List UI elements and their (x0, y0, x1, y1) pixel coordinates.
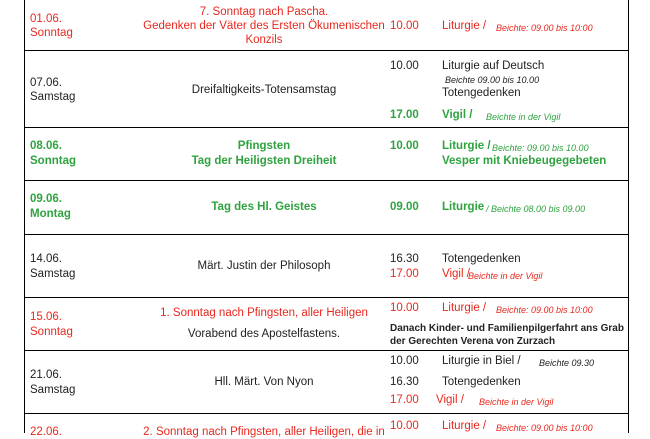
service-name: Totengedenken (442, 376, 521, 388)
row-date: 14.06. (30, 253, 62, 265)
row-date: 01.06. (30, 13, 62, 25)
row-date: 15.06. (30, 311, 62, 323)
row-title: 7. Sonntag nach Pascha. (199, 6, 329, 18)
service-name: Totengedenken (442, 253, 521, 265)
row-title: Pfingsten (237, 140, 291, 152)
service-name: Liturgie / (442, 140, 491, 152)
row-divider (24, 234, 628, 235)
row-subtitle: Vorabend des Apostelfastens. (187, 328, 341, 340)
row-divider (24, 50, 628, 51)
row-divider (24, 350, 628, 351)
service-note: Beichte: 09.00 bis 10:00 (496, 423, 593, 433)
row-title: Märt. Justin der Philosoph (197, 260, 331, 272)
service-note: / Beichte 08.00 bis 09.00 (486, 204, 586, 214)
service-name: Liturgie / (442, 302, 487, 314)
row-weekday: Samstag (30, 268, 76, 280)
service-time: 10.00 (390, 420, 419, 432)
row-weekday: Sonntag (30, 155, 76, 167)
row-date: 08.06. (30, 140, 62, 152)
service-note: Beichte in der Vigil (468, 271, 543, 281)
service-name: Liturgie / (442, 20, 487, 32)
service-note: Beichte 09.00 bis 10.00 (445, 75, 540, 85)
service-time: 17.00 (390, 109, 419, 121)
service-time: 16.30 (390, 376, 419, 388)
row-divider (24, 180, 628, 181)
table-border-right (628, 0, 629, 433)
service-note: Beichte: 09.00 bis 10:00 (496, 305, 593, 315)
service-time: 09.00 (390, 201, 419, 213)
row-date: 07.06. (30, 77, 62, 89)
service-name: Vesper mit Kniebeugegebeten (442, 155, 607, 167)
service-time: 10.00 (390, 140, 419, 152)
row-title: Tag der Heiligsten Dreiheit (191, 155, 337, 167)
service-name: Totengedenken (442, 87, 521, 99)
row-title: Tag des Hl. Geistes (211, 201, 317, 213)
schedule-table (24, 0, 628, 438)
row-title: Hll. Märt. Von Nyon (214, 376, 314, 388)
service-time: 10.00 (390, 355, 419, 367)
row-title: 2. Sonntag nach Pfingsten, aller Heiligen, die in (143, 426, 385, 438)
row-title: Gedenken der Väter des Ersten Ökumenischen (143, 20, 385, 32)
row-date: 21.06. (30, 369, 62, 381)
row-divider (24, 297, 628, 298)
service-note: Beichte 09.30 (539, 358, 595, 368)
service-note: Beichte in der Vigil (479, 397, 554, 407)
row-weekday: Montag (30, 208, 71, 220)
row-title: 1. Sonntag nach Pfingsten, aller Heiligen (160, 307, 368, 319)
row-divider (24, 413, 628, 414)
service-time: 16.30 (390, 253, 419, 265)
row-weekday: Samstag (30, 91, 76, 103)
row-date: 09.06. (30, 193, 62, 205)
service-name: Liturgie / (442, 420, 487, 432)
service-extra: Danach Kinder- und Familienpilgerfahrt ans Grab (390, 323, 624, 334)
service-note: Beichte: 09.00 bis 10.00 (492, 143, 589, 153)
table-border-left (24, 0, 25, 433)
row-weekday: Sonntag (30, 326, 73, 338)
service-name: Vigil / (436, 394, 464, 406)
service-name: Liturgie auf Deutsch (442, 60, 545, 72)
service-time: 10.00 (390, 302, 419, 314)
service-extra: der Gerechten Verena von Zurzach (390, 336, 556, 347)
service-note: Beichte in der Vigil (486, 112, 561, 122)
row-weekday: Samstag (30, 384, 76, 396)
service-time: 10.00 (390, 60, 419, 72)
service-time: 17.00 (390, 268, 419, 280)
row-title: Konzils (245, 34, 283, 46)
service-name: Liturgie in Biel / (442, 355, 521, 367)
row-divider (24, 127, 628, 128)
row-weekday: Sonntag (30, 27, 73, 39)
service-time: 10.00 (390, 20, 419, 32)
service-time: 17.00 (390, 394, 419, 406)
row-title: Dreifaltigkeits-Totensamstag (191, 84, 337, 96)
service-name: Vigil / (442, 109, 473, 121)
service-note: Beichte: 09.00 bis 10:00 (496, 23, 593, 33)
service-name: Vigil / (442, 268, 470, 280)
row-date: 22.06. (30, 426, 62, 438)
service-name: Liturgie (442, 201, 485, 213)
